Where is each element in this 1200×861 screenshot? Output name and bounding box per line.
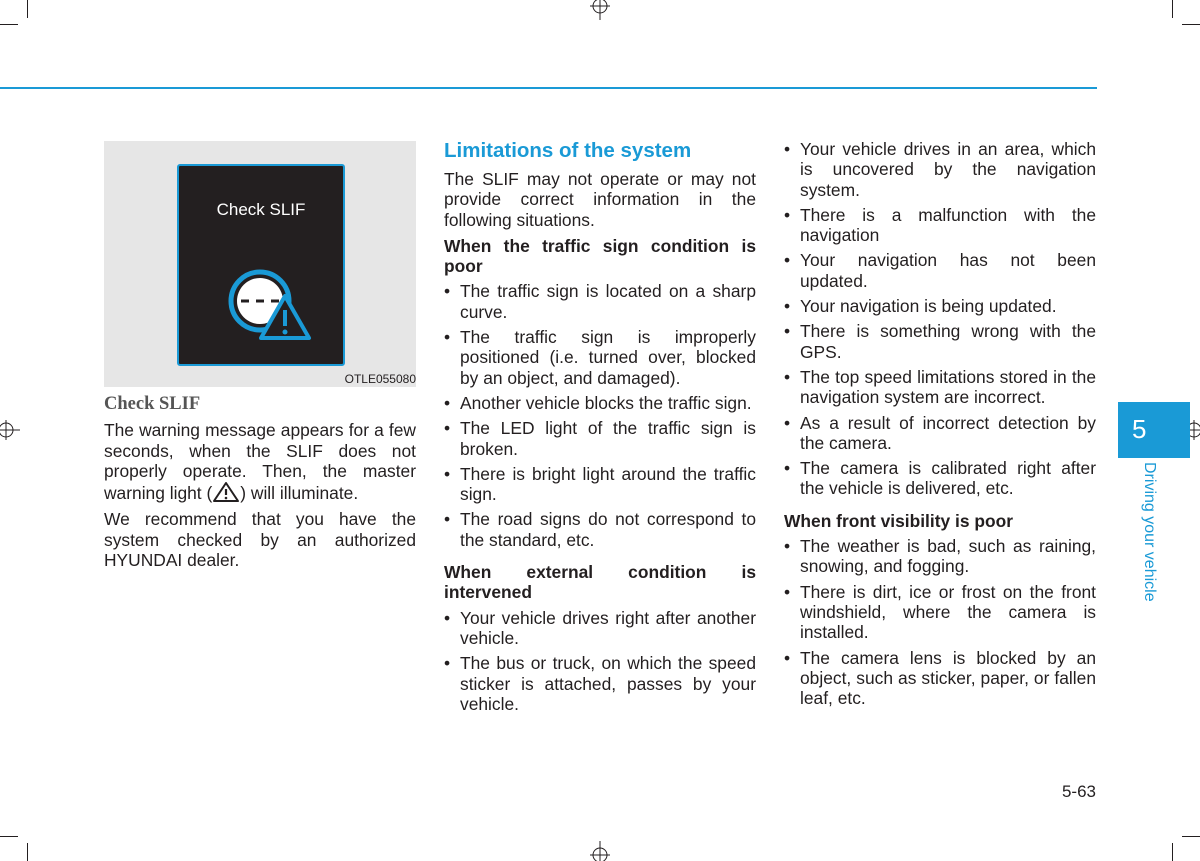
chapter-tab (1118, 402, 1190, 458)
list-item: • Your vehicle drives right after another vehicle. (444, 608, 756, 649)
list-item: • The weather is bad, such as raining, snowing, and fogging. (784, 536, 1096, 577)
figure-code: OTLE055080 (344, 372, 416, 386)
subheading-sign-condition: When the traffic sign condition is poor (444, 235, 756, 277)
external-condition-list (444, 608, 756, 714)
list-item: • Another vehicle blocks the traffic sign. (444, 393, 756, 413)
display-message: Check SLIF (216, 200, 306, 219)
middle-column (444, 139, 756, 719)
chapter-number: 5 (1132, 414, 1147, 444)
registration-mark-top (585, 0, 615, 20)
list-item: • The camera lens is blocked by an object, such as sticker, paper, or fallen leaf, etc. (784, 648, 1096, 709)
warning-text-before: The warning message appears for a few seconds, when the SLIF does not properly operate. Then, the master warning light ( (104, 420, 416, 504)
speed-limit-sign-icon (225, 266, 315, 346)
list-item: • As a result of incorrect detection by the camera. (784, 413, 1096, 454)
visibility-list (784, 536, 1096, 708)
section-heading-limitations: Limitations of the system (444, 139, 692, 162)
list-item: • There is dirt, ice or frost on the front windshield, where the camera is installed. (784, 582, 1096, 643)
list-item: • The traffic sign is improperly positioned (i.e. turned over, blocked by an object, and damaged). (444, 327, 756, 388)
list-item: • There is bright light around the traffic sign. (444, 464, 756, 505)
navigation-list (784, 139, 1096, 499)
chapter-title (1140, 462, 1160, 622)
intro-paragraph: The SLIF may not operate or may not provide correct information in the following situations. (444, 169, 756, 230)
page-number: 5-63 (1061, 782, 1096, 801)
list-item: • The camera is calibrated right after the vehicle is delivered, etc. (784, 458, 1096, 499)
left-column (104, 394, 416, 576)
list-item: • There is a malfunction with the navigation (784, 205, 1096, 246)
list-item: • The traffic sign is located on a sharp curve. (444, 281, 756, 322)
warning-paragraph (104, 420, 416, 503)
list-item: • The LED light of the traffic sign is broken. (444, 418, 756, 459)
recommend-paragraph: We recommend that you have the system checked by an authorized HYUNDAI dealer. (104, 509, 416, 571)
section-heading-check-slif: Check SLIF (104, 394, 201, 414)
right-column (784, 139, 1096, 713)
list-item: • The road signs do not correspond to the standard, etc. (444, 509, 756, 550)
list-item: • Your navigation has not been updated. (784, 250, 1096, 291)
registration-mark-left (0, 415, 20, 445)
list-item: • The bus or truck, on which the speed sticker is attached, passes by your vehicle. (444, 653, 756, 714)
subheading-front-visibility: When front visibility is poor (784, 510, 1013, 531)
subheading-external-condition: When external condition is intervened (444, 562, 756, 603)
chapter-title-text: Driving your vehicle (1141, 462, 1158, 602)
list-item: • The top speed limitations stored in the navigation system are incorrect. (784, 367, 1096, 408)
list-item: • Your navigation is being updated. (784, 296, 1096, 316)
list-item: • Your vehicle drives in an area, which is uncovered by the navigation system. (784, 139, 1096, 200)
sign-condition-list (444, 281, 756, 550)
warning-text-after: ) will illuminate. (240, 483, 359, 504)
warning-triangle-icon (212, 481, 240, 503)
cluster-display (177, 164, 345, 366)
registration-mark-bottom (585, 841, 615, 861)
header-rule (0, 87, 1097, 89)
list-item: • There is something wrong with the GPS. (784, 321, 1096, 362)
